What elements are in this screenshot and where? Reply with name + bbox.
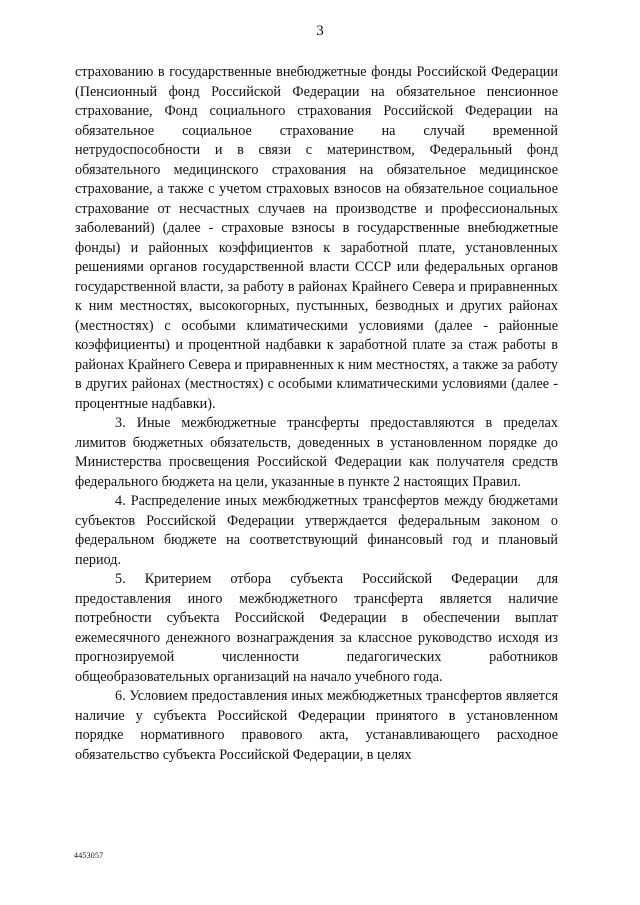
document-body [75, 63, 558, 765]
paragraph-continuation: страхованию в государственные внебюджетные фонды Российской Федерации (Пенсионный фонд Российской Федерации на обязательное пенсионное страхование, Фонд социального страхования Российской Федерации на обязательное социальное страхование на случай временной нетрудоспособности и в связи с материнством, Федеральный фонд обязательного медицинского страхования на обязательное медицинское страхование, а также с учетом страховых взносов на обязательное социальное страхование от несчастных случаев на производстве и профессиональных заболеваний) (далее - страховые взносы в государственные внебюджетные фонды) и районных коэффициентов к заработной плате, установленных решениями органов государственной власти СССР или федеральных органов государственной власти, за работу в районах Крайнего Севера и приравненных к ним местностях, высокогорных, пустынных, безводных и других районах (местностях) с особыми климатическими условиями (далее - районные коэффициенты) и процентной надбавки к заработной плате за стаж работы в районах Крайнего Севера и приравненных к ним местностях, а также за работу в других районах (местностях) с особыми климатическими условиями (далее - процентные надбавки). [75, 64, 558, 412]
paragraph-item-3: 3. Иные межбюджетные трансферты предоставляются в пределах лимитов бюджетных обязательств, доведенных в установленном порядке до Министерства просвещения Российской Федерации как получателя средств федерального бюджета на цели, указанные в пункте 2 настоящих Правил. [75, 415, 558, 490]
paragraph-item-4: 4. Распределение иных межбюджетных трансфертов между бюджетами субъектов Российской Федерации утверждается федеральным законом о федеральном бюджете на соответствующий финансовый год и плановый период. [75, 493, 558, 568]
paragraph-item-5: 5. Критерием отбора субъекта Российской Федерации для предоставления иного межбюджетного трансферта является наличие потребности субъекта Российской Федерации в обеспечении выплат ежемесячного денежного вознаграждения за классное руководство исходя из прогнозируемой численности педагогических работников общеобразовательных организаций на начало учебного года. [75, 571, 558, 685]
paragraph-item-6: 6. Условием предоставления иных межбюджетных трансфертов является наличие у субъекта Российской Федерации принятого в установленном порядке нормативного правового акта, устанавливающего расходное обязательство субъекта Российской Федерации, в целях [75, 688, 558, 763]
document-code: 4453057 [74, 851, 104, 860]
page-number: 3 [316, 23, 324, 39]
